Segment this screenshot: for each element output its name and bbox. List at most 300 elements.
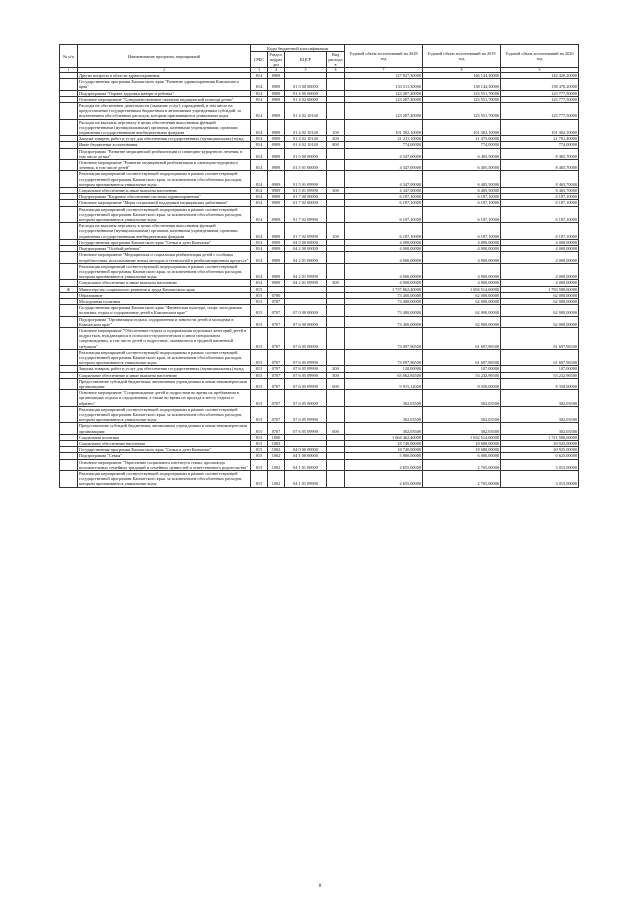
row-kcsr: 01 5 01 00000 [285,160,327,171]
row-grbs: 815 [251,372,268,378]
row-razdel: 0909 [268,96,285,102]
row-grbs: 815 [251,305,268,316]
row-amount-2020: 774,00000 [501,142,579,148]
row-amount-2020: 138 470,20000 [501,79,579,90]
row-name: Расходы на выплаты персоналу в целях обеспечения выполнения функций государственными (муниципальными) органами, казенными учреждениями, органами управления государственными внебюджетными фондами [78,119,251,136]
row-amount-2020: 8 358,00000 [501,378,579,389]
row-razdel: 0909 [268,142,285,148]
row-amount-2018: 133 511,30000 [345,79,423,90]
row-amount-2018: 9 915,12000 [345,378,423,389]
row-amount-2020: 8 465,70000 [501,188,579,194]
row-kcsr: 04 0 00 00000 [285,239,327,245]
row-amount-2018: 127 827,30000 [345,73,423,79]
row-amount-2018: 5 800,00000 [345,453,423,459]
row-amount-2018: 4 347,00000 [345,148,423,159]
row-name: Расходы на обеспечение деятельности (оказание услуг) учреждений, в том числе на предоставление государственным бюджетным и автономным учреждениям субсидий, за исключением обособленных расходов, которым присваиваются уникальные коды [78,103,251,120]
row-name: Социальное обеспечение и иные выплаты населению [78,280,251,286]
row-amount-2018: 4 347,00000 [345,188,423,194]
row-number [60,378,78,389]
row-name: Реализация мероприятий соответствующей подпрограммы в рамках соответствующей государственной программы Камчатского края, за исключением обособленных расходов, которым присваиваются уникальные коды [78,171,251,188]
row-number [60,252,78,263]
row-grbs: 815 [251,459,268,470]
row-name: Подпрограмма "Особый ребенок" [78,246,251,252]
row-number [60,406,78,423]
row-kcsr: 01 4 02 00000 [285,96,327,102]
table-row [60,406,579,423]
row-amount-2018: 73 400,00000 [345,305,423,316]
row-name: Реализация мероприятий соответствующей подпрограммы в рамках соответствующей государственной программы Камчатского края, за исключением обособленных расходов, которым присваиваются уникальные коды [78,406,251,423]
index-cell: 1 [60,68,78,73]
row-name: Предоставление субсидий бюджетным, автономным учреждениям и иным некоммерческим организациям [78,378,251,389]
row-amount-2019: 123 551,70000 [423,96,501,102]
row-amount-2018: 63 062,84500 [345,372,423,378]
row-razdel: 0707 [268,372,285,378]
row-amount-2019: 62 000,00000 [423,305,501,316]
row-amount-2020: 1 783 580,60000 [501,286,579,292]
row-kvr: 800 [327,142,345,148]
row-number [60,263,78,280]
budget-table [59,44,579,488]
row-number [60,459,78,470]
row-kvr [327,79,345,90]
row-number [60,148,78,159]
row-amount-2020: 61 697,96500 [501,349,579,366]
row-kvr [327,148,345,159]
row-grbs: 814 [251,188,268,194]
row-razdel: 0909 [268,119,285,136]
row-amount-2019: 6 405,50000 [423,171,501,188]
row-amount-2020: 6 187,10000 [501,206,579,223]
row-amount-2019: 2 765,00000 [423,459,501,470]
row-razdel: 1003 [268,441,285,447]
table-row [60,263,579,280]
row-kcsr: 01 4 02 10140 [285,103,327,120]
header-grbs: ГРБС [251,52,268,68]
row-amount-2020: 302,03500 [501,406,579,423]
row-amount-2019: 4 000,00000 [423,263,501,280]
row-amount-2019: 4 000,00000 [423,280,501,286]
row-amount-2019: 2 765,00000 [423,471,501,488]
row-amount-2020: 21 701,40000 [501,136,579,142]
row-razdel: 0909 [268,246,285,252]
row-amount-2019: 6 000,00000 [423,453,501,459]
row-amount-2019: 21 475,60000 [423,136,501,142]
table-row [60,423,579,434]
row-name: Основное мероприятие "Обеспечение отдыха и оздоровления отдельных категорий детей и подростков, нуждающихся в психолого-педагогическом и ином специальном сопровождении, в том числе детей и подростков, оказавшихся в трудной жизненной ситуации" [78,327,251,349]
header-kvr: Вид расходов [328,52,343,67]
table-row [60,103,579,120]
table-row [60,206,579,223]
row-kvr: 300 [327,188,345,194]
row-number [60,223,78,240]
budget-table-page [59,44,578,488]
row-amount-2020: 4 000,00000 [501,280,579,286]
row-razdel: 0909 [268,263,285,280]
row-grbs: 815 [251,447,268,453]
row-kcsr: 01 4 00 00000 [285,90,327,96]
row-amount-2018: 123 287,20000 [345,103,423,120]
row-razdel: 1002 [268,447,285,453]
row-amount-2018: 123 287,20000 [345,90,423,96]
row-kcsr: 01 4 02 10140 [285,142,327,148]
row-amount-2018: 18 740,00000 [345,447,423,453]
table-row [60,79,579,90]
row-amount-2020: 62 000,00000 [501,305,579,316]
index-cell: 9 [501,68,579,73]
row-amount-2020: 62 000,00000 [501,316,579,327]
row-name: Подпрограмма "Развитие медицинской реабилитации и санаторно-курортного лечения, в том числе детям" [78,148,251,159]
row-number: 6 [60,286,78,292]
row-amount-2019: 6 405,50000 [423,148,501,159]
row-razdel: 0707 [268,378,285,389]
header-2020: Годовой объем ассигнований на 2020 год [501,45,579,68]
row-amount-2020: 4 000,00000 [501,252,579,263]
row-amount-2018: 4 000,00000 [345,252,423,263]
row-grbs: 814 [251,246,268,252]
row-kcsr: 07 6 05 09990 [285,378,327,389]
row-amount-2018: 4 347,00000 [345,171,423,188]
row-number [60,471,78,488]
row-number [60,171,78,188]
row-grbs: 815 [251,453,268,459]
row-grbs: 815 [251,441,268,447]
row-number [60,305,78,316]
row-razdel: 0909 [268,252,285,263]
row-kvr [327,406,345,423]
row-amount-2019: 6 187,10000 [423,223,501,240]
row-number [60,206,78,223]
row-amount-2018: 6 187,10000 [345,206,423,223]
row-amount-2020: 123 777,50000 [501,90,579,96]
row-name: Государственная программа Камчатского края "Развитие здравоохранения Камчатского края" [78,79,251,90]
row-amount-2020: 62 000,00000 [501,298,579,304]
row-razdel: 0707 [268,423,285,434]
row-amount-2019: 6 405,50000 [423,160,501,171]
table-row [60,119,579,136]
row-grbs: 814 [251,79,268,90]
row-name: Закупка товаров, работ и услуг для обеспечения государственных (муниципальных) нужд [78,136,251,142]
row-amount-2018: 302,03500 [345,390,423,407]
row-kvr [327,160,345,171]
table-row [60,160,579,171]
row-name: Расходы на выплаты персоналу в целях обеспечения выполнения функций государственными (муниципальными) органами, казенными учреждениями, органами управления государственными внебюджетными фондами [78,223,251,240]
index-cell: 8 [423,68,501,73]
row-kcsr: 01 7 02 09990 [285,206,327,223]
row-razdel: 0700 [268,292,285,298]
header-2018: Годовой объем ассигнований на 2018 год [345,45,423,68]
row-kcsr: 07 6 05 09990 [285,406,327,423]
row-number [60,119,78,136]
row-grbs: 814 [251,263,268,280]
row-kcsr: 07 6 05 09990 [285,372,327,378]
row-name: Основное мероприятие "Совершенствование оказания медицинской помощи детям" [78,96,251,102]
row-name: Социальное обеспечение населения [78,441,251,447]
row-kcsr: 07 6 05 00000 [285,390,327,407]
table-row [60,316,579,327]
row-kvr [327,327,345,349]
row-grbs: 814 [251,103,268,120]
row-amount-2019: 62 000,00000 [423,298,501,304]
row-number [60,390,78,407]
row-amount-2018: 302,03500 [345,406,423,423]
row-amount-2019: 101 302,10000 [423,119,501,136]
row-number [60,160,78,171]
header-kbk-group: Коды бюджетной классификации [251,45,345,52]
row-grbs: 815 [251,471,268,488]
row-grbs: 815 [251,349,268,366]
row-name: Государственная программа Камчатского края "Семья и дети Камчатки" [78,239,251,245]
table-body [60,73,579,488]
row-amount-2018: 2 655,00000 [345,459,423,470]
row-razdel: 0707 [268,390,285,407]
row-razdel: 0909 [268,148,285,159]
row-kvr [327,349,345,366]
row-amount-2020: 302,03500 [501,390,579,407]
row-amount-2019: 4 000,00000 [423,246,501,252]
row-name: Подпрограмма "Организация отдыха, оздоровления и занятости детей и молодежи в Камчатском крае" [78,316,251,327]
row-name: Подпрограмма "Охрана здоровья матери и ребенка" [78,90,251,96]
row-name: Основное мероприятие "Медицинская и социальная реабилитация детей с особыми потребностями, использование новых методов и технологий в реабилитационном процессе" [78,252,251,263]
row-amount-2020: 4 000,00000 [501,239,579,245]
row-amount-2020: 123 777,50000 [501,96,579,102]
row-razdel: 0909 [268,79,285,90]
row-amount-2018: 1 737 862,40000 [345,286,423,292]
row-kcsr: 07 0 00 00000 [285,305,327,316]
row-kvr [327,206,345,223]
row-name: Социальная политика [78,434,251,440]
row-kcsr: 04 2 00 00000 [285,246,327,252]
row-amount-2018: 774,00000 [345,142,423,148]
row-number [60,327,78,349]
row-name: Реализация мероприятий соответствующей подпрограммы в рамках соответствующей государственной программы Камчатского края, за исключением обособленных расходов, которым присваиваются уникальные коды [78,206,251,223]
row-razdel: 0909 [268,136,285,142]
row-grbs: 815 [251,327,268,349]
row-amount-2019: 123 551,70000 [423,90,501,96]
row-kvr [327,459,345,470]
row-name: Образование [78,292,251,298]
row-razdel: 0909 [268,171,285,188]
row-kvr: 100 [327,223,345,240]
row-amount-2020: 3 015,00000 [501,459,579,470]
index-cell: 3 [251,68,268,73]
row-amount-2020: 6 187,10000 [501,223,579,240]
row-grbs: 814 [251,136,268,142]
row-amount-2019: 18 680,00000 [423,447,501,453]
page-number: 8 [318,884,322,889]
row-amount-2018: 4 000,00000 [345,246,423,252]
row-amount-2019: 62 000,00000 [423,292,501,298]
row-grbs: 815 [251,390,268,407]
row-kvr [327,390,345,407]
row-grbs: 815 [251,406,268,423]
row-amount-2020: 101 302,10000 [501,119,579,136]
row-amount-2018: 2 655,00000 [345,471,423,488]
row-amount-2020: 1 721 580,60000 [501,434,579,440]
row-name: Другие вопросы в области здравоохранения [78,73,251,79]
row-kcsr: 04 2 01 09990 [285,280,327,286]
row-name: Министерство социального развития и труда Камчатского края [78,286,251,292]
row-amount-2020: 8 465,70000 [501,148,579,159]
row-amount-2019: 6 187,10000 [423,194,501,200]
row-grbs: 814 [251,252,268,263]
row-kvr: 200 [327,366,345,372]
row-amount-2018: 73 097,96500 [345,327,423,349]
row-grbs: 815 [251,423,268,434]
row-kcsr: 07 6 00 00000 [285,316,327,327]
row-amount-2018: 101 302,10000 [345,119,423,136]
row-grbs: 814 [251,160,268,171]
row-name: Подпрограмма "Семья" [78,453,251,459]
row-amount-2019: 1 632 514,60000 [423,434,501,440]
row-amount-2018: 302,03500 [345,423,423,434]
row-amount-2018: 4 000,00000 [345,280,423,286]
row-kvr [327,263,345,280]
row-grbs: 814 [251,206,268,223]
row-amount-2018: 1 664 462,40000 [345,434,423,440]
row-kcsr: 04 1 01 00000 [285,459,327,470]
row-razdel: 0909 [268,280,285,286]
row-number [60,423,78,434]
row-grbs: 815 [251,298,268,304]
row-grbs: 814 [251,96,268,102]
row-amount-2020: 3 015,00000 [501,471,579,488]
row-name: Социальное обеспечение и иные выплаты населению [78,372,251,378]
row-razdel: 1000 [268,434,285,440]
row-amount-2019: 138 144,30000 [423,79,501,90]
row-name: Молодежная политика [78,298,251,304]
row-amount-2018: 6 187,10000 [345,200,423,206]
row-name: Подпрограмма "Кадровое обеспечение системы здравоохранения" [78,194,251,200]
table-row [60,471,579,488]
row-amount-2019: 61 697,96500 [423,327,501,349]
row-razdel: 0707 [268,366,285,372]
header-num: № п/п [60,45,78,68]
row-grbs: 814 [251,171,268,188]
header-2019: Годовой объем ассигнований на 2019 год [423,45,501,68]
row-kvr: 300 [327,280,345,286]
row-kcsr: 01 0 00 00000 [285,79,327,90]
row-amount-2019: 302,03500 [423,423,501,434]
row-amount-2019: 107,00000 [423,366,501,372]
row-amount-2020: 6 625,00000 [501,453,579,459]
row-kvr [327,103,345,120]
row-name: Реализация мероприятий соответствующей подпрограммы в рамках соответствующей государственной программы Камчатского края, за исключением обособленных расходов, которым присваиваются уникальные коды [78,263,251,280]
row-name: Основное мероприятие "Меры социальной поддержки медицинских работников" [78,200,251,206]
row-number [60,349,78,366]
row-amount-2020: 6 187,10000 [501,200,579,206]
row-name: Социальное обеспечение и иные выплаты населению [78,188,251,194]
row-grbs: 814 [251,90,268,96]
row-razdel: 1002 [268,471,285,488]
row-amount-2019: 6 187,10000 [423,206,501,223]
row-razdel: 0909 [268,160,285,171]
row-amount-2020: 20 925,00000 [501,447,579,453]
row-kcsr: 01 4 02 10140 [285,136,327,142]
row-amount-2020: 8 465,70000 [501,160,579,171]
row-kcsr: 04 2 01 09990 [285,263,327,280]
row-kcsr: 04 0 00 00000 [285,447,327,453]
row-amount-2020: 20 925,00000 [501,441,579,447]
row-kcsr: 01 5 00 00000 [285,148,327,159]
row-name: Основное мероприятие "Развитие медицинской реабилитации и санаторно-курортного лечения, в том числе детей" [78,160,251,171]
row-razdel: 0707 [268,298,285,304]
row-kvr: 200 [327,136,345,142]
row-kvr: 300 [327,372,345,378]
row-amount-2018: 73 400,00000 [345,292,423,298]
table-row [60,390,579,407]
row-amount-2019: 1 694 514,60000 [423,286,501,292]
index-cell: 4 [268,68,285,73]
row-name: Государственная программа Камчатского края "Семья и дети Камчатки" [78,447,251,453]
row-amount-2019: 302,03500 [423,406,501,423]
row-grbs: 815 [251,286,268,292]
row-amount-2018: 18 740,00000 [345,441,423,447]
row-kcsr: 07 6 05 00000 [285,327,327,349]
row-grbs: 815 [251,316,268,327]
row-amount-2020: 123 777,50000 [501,103,579,120]
row-razdel: 0707 [268,305,285,316]
row-amount-2019: 62 000,00000 [423,316,501,327]
row-grbs: 814 [251,148,268,159]
table-row [60,327,579,349]
row-amount-2020: 61 697,96500 [501,327,579,349]
row-razdel: 0909 [268,239,285,245]
row-kcsr: 07 6 05 09990 [285,349,327,366]
row-amount-2020: 62 000,00000 [501,292,579,298]
row-razdel: 0909 [268,73,285,79]
row-name: Закупка товаров, работ и услуг для обеспечения государственных (муниципальных) нужд [78,366,251,372]
row-razdel: 0707 [268,327,285,349]
row-grbs: 814 [251,119,268,136]
row-amount-2018: 73 400,00000 [345,316,423,327]
row-amount-2020: 142 420,20000 [501,73,579,79]
row-amount-2018: 4 000,00000 [345,239,423,245]
row-kvr [327,305,345,316]
row-kcsr: 01 7 00 00000 [285,194,327,200]
row-amount-2018: 123 287,20000 [345,96,423,102]
row-kcsr: 01 7 02 00000 [285,200,327,206]
row-name: Предоставление субсидий бюджетным, автономным учреждениям и иным некоммерческим организациям [78,423,251,434]
row-grbs: 815 [251,434,268,440]
header-kcsr: КЦСР [285,52,327,68]
row-kcsr: 01 5 01 09990 [285,188,327,194]
row-amount-2019: 4 000,00000 [423,239,501,245]
row-grbs: 814 [251,73,268,79]
table-row [60,305,579,316]
row-amount-2018: 4 000,00000 [345,263,423,280]
table-row [60,148,579,159]
row-amount-2019: 6 187,10000 [423,200,501,206]
index-cell: 5 [285,68,327,73]
row-razdel: 0909 [268,200,285,206]
row-amount-2018: 4 347,00000 [345,160,423,171]
row-kvr: 100 [327,119,345,136]
row-kvr [327,252,345,263]
row-grbs: 814 [251,223,268,240]
row-kcsr: 01 5 01 09990 [285,171,327,188]
table-row [60,223,579,240]
row-razdel: 0909 [268,194,285,200]
row-name: Государственная программа Камчатского края "Физическая культура, спорт, молодежная политика, отдых и оздоровление детей в Камчатском крае" [78,305,251,316]
row-amount-2018: 120,00000 [345,366,423,372]
row-kcsr: 04 1 01 09990 [285,471,327,488]
row-amount-2019: 61 697,96500 [423,349,501,366]
row-grbs: 815 [251,292,268,298]
row-razdel: 1002 [268,453,285,459]
row-razdel: 0909 [268,223,285,240]
index-cell: 2 [78,68,251,73]
row-amount-2020: 4 000,00000 [501,263,579,280]
